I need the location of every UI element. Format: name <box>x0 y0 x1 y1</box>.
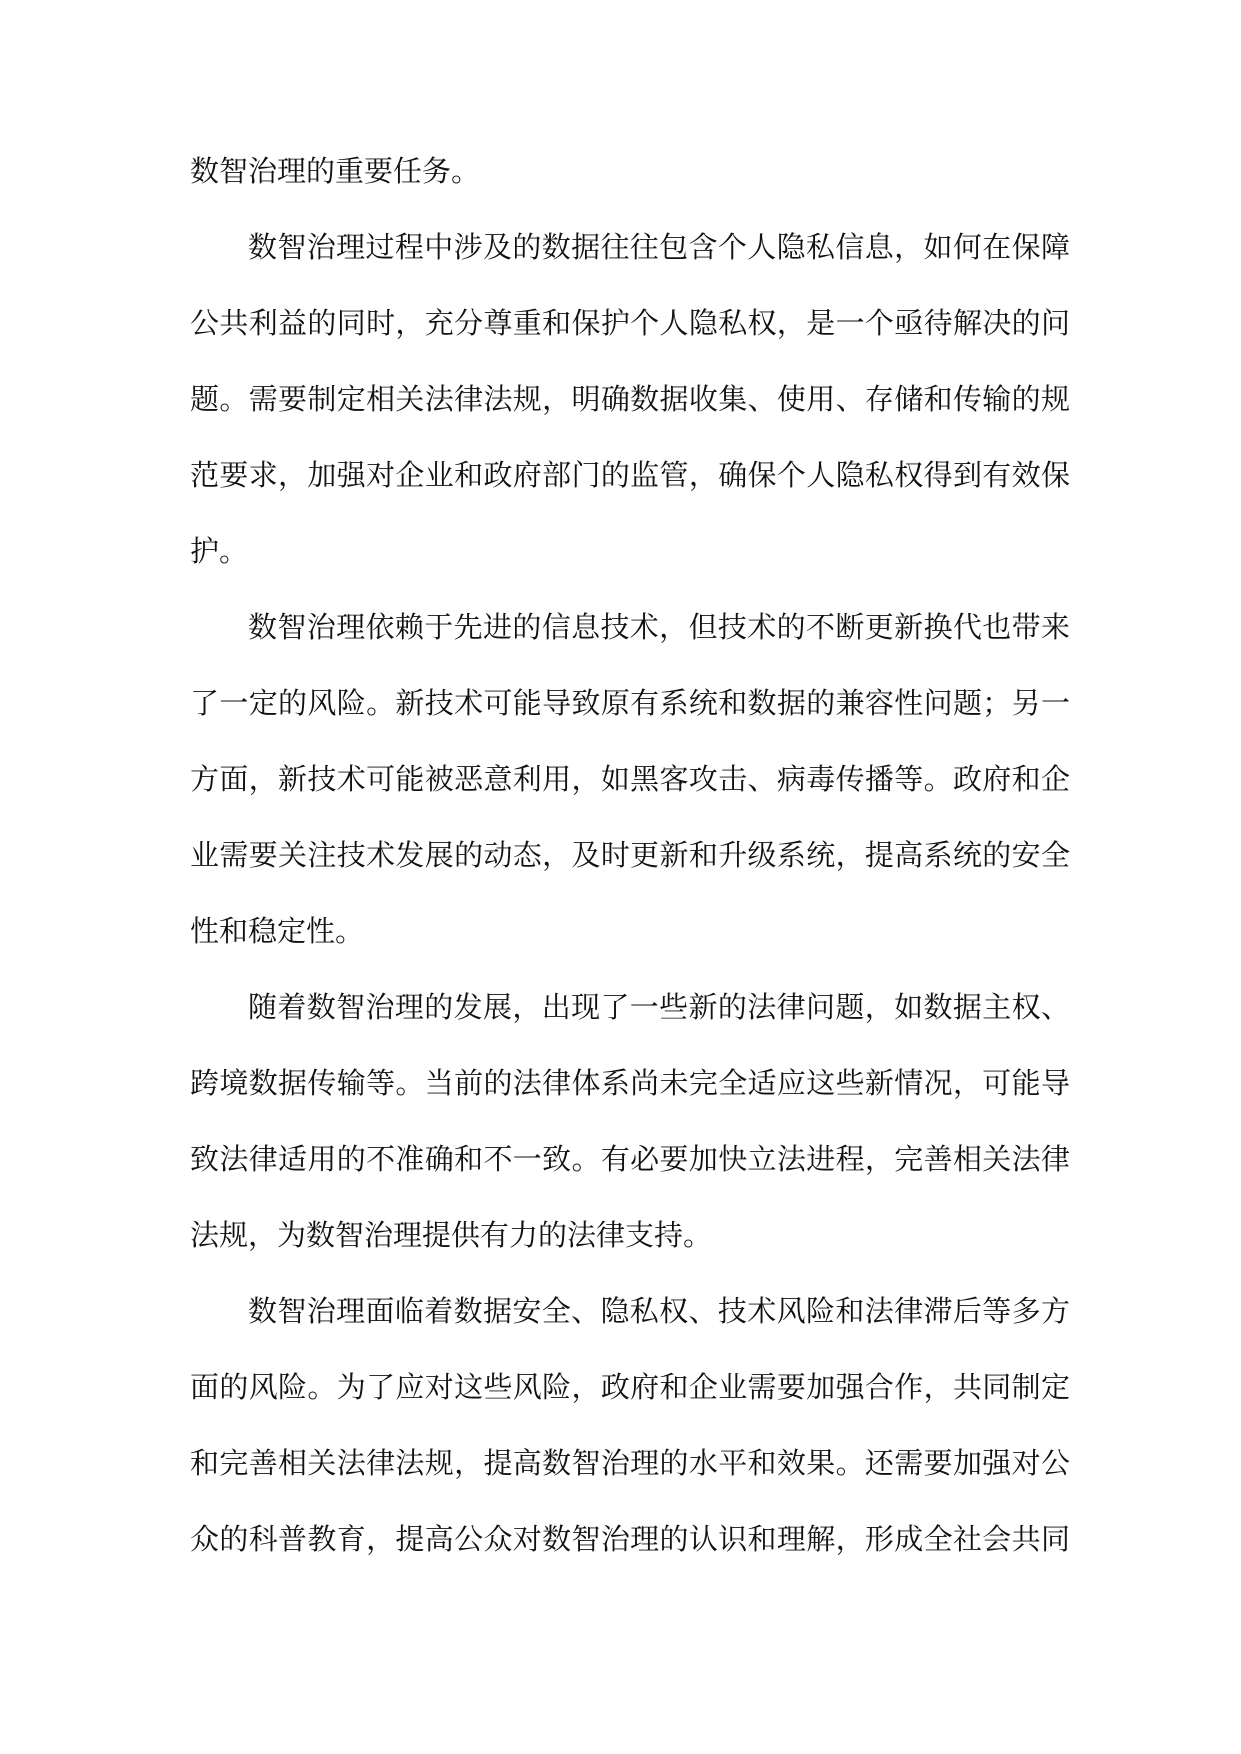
paragraph-2-line-5: 护。 <box>190 534 249 568</box>
paragraph-4-line-2: 跨境数据传输等。当前的法律体系尚未完全适应这些新情况，可能导 <box>190 1066 1070 1100</box>
paragraph-3-line-5: 性和稳定性。 <box>190 914 365 948</box>
paragraph-3-line-1: 数智治理依赖于先进的信息技术，但技术的不断更新换代也带来 <box>248 610 1070 644</box>
paragraph-5-line-2: 面的风险。为了应对这些风险，政府和企业需要加强合作，共同制定 <box>190 1370 1070 1404</box>
paragraph-3-line-4: 业需要关注技术发展的动态，及时更新和升级系统，提高系统的安全 <box>190 838 1070 872</box>
paragraph-4-line-4: 法规，为数智治理提供有力的法律支持。 <box>190 1218 713 1252</box>
paragraph-2-line-2: 公共利益的同时，充分尊重和保护个人隐私权，是一个亟待解决的问 <box>190 306 1070 340</box>
paragraph-2-line-1: 数智治理过程中涉及的数据往往包含个人隐私信息，如何在保障 <box>248 230 1070 264</box>
paragraph-2-line-3: 题。需要制定相关法律法规，明确数据收集、使用、存储和传输的规 <box>190 382 1070 416</box>
paragraph-4-line-3: 致法律适用的不准确和不一致。有必要加快立法进程，完善相关法律 <box>190 1142 1070 1176</box>
paragraph-5-line-3: 和完善相关法律法规，提高数智治理的水平和效果。还需要加强对公 <box>190 1446 1070 1480</box>
paragraph-3-line-3: 方面，新技术可能被恶意利用，如黑客攻击、病毒传播等。政府和企 <box>190 762 1070 796</box>
paragraph-3-line-2: 了一定的风险。新技术可能导致原有系统和数据的兼容性问题；另一 <box>190 686 1070 720</box>
paragraph-1-line-1: 数智治理的重要任务。 <box>190 154 481 188</box>
paragraph-4-line-1: 随着数智治理的发展，出现了一些新的法律问题，如数据主权、 <box>248 990 1070 1024</box>
paragraph-5-line-4: 众的科普教育，提高公众对数智治理的认识和理解，形成全社会共同 <box>190 1522 1070 1556</box>
body-text <box>190 133 1070 1577</box>
paragraph-2-line-4: 范要求，加强对企业和政府部门的监管，确保个人隐私权得到有效保 <box>190 458 1070 492</box>
paragraph-5-line-1: 数智治理面临着数据安全、隐私权、技术风险和法律滞后等多方 <box>248 1294 1070 1328</box>
